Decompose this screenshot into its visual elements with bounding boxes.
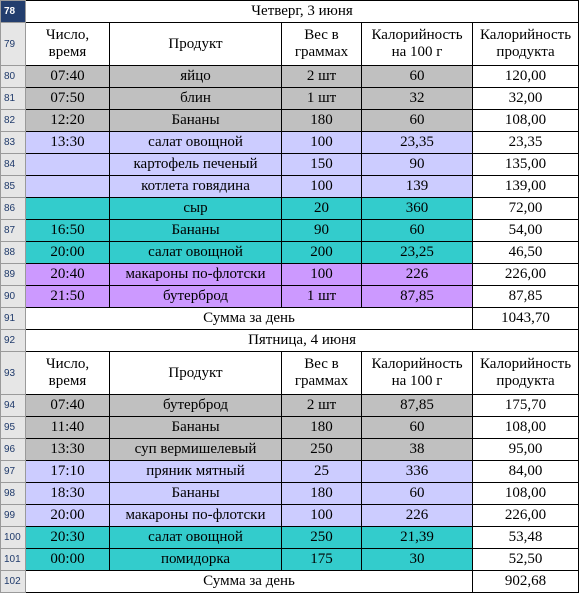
day-total-value-cell[interactable]: 1043,70 bbox=[473, 308, 579, 330]
calprod-cell[interactable]: 108,00 bbox=[473, 417, 579, 439]
weight-cell[interactable]: 2 шт bbox=[282, 66, 362, 88]
header-calprod-line2: продукта bbox=[496, 373, 555, 389]
row-number[interactable]: 81 bbox=[1, 88, 26, 110]
weight-cell[interactable]: 180 bbox=[282, 417, 362, 439]
day-title-cell[interactable]: Пятница, 4 июня bbox=[26, 330, 579, 352]
row-number[interactable]: 82 bbox=[1, 110, 26, 132]
calprod-cell[interactable]: 108,00 bbox=[473, 110, 579, 132]
food-row bbox=[1, 461, 579, 483]
weight-cell[interactable]: 100 bbox=[282, 132, 362, 154]
time-cell[interactable]: 07:40 bbox=[26, 395, 110, 417]
cal100-cell[interactable]: 32 bbox=[362, 88, 473, 110]
product-cell[interactable]: помидорка bbox=[110, 549, 282, 571]
row-number[interactable]: 92 bbox=[1, 330, 26, 352]
time-cell[interactable]: 21:50 bbox=[26, 286, 110, 308]
row-number[interactable]: 85 bbox=[1, 176, 26, 198]
food-row bbox=[1, 198, 579, 220]
food-row bbox=[1, 483, 579, 505]
cal100-cell[interactable]: 226 bbox=[362, 505, 473, 527]
time-cell[interactable]: 20:40 bbox=[26, 264, 110, 286]
time-cell[interactable]: 17:10 bbox=[26, 461, 110, 483]
cal100-cell[interactable]: 23,25 bbox=[362, 242, 473, 264]
food-row bbox=[1, 286, 579, 308]
header-product-cell[interactable]: Продукт bbox=[110, 352, 282, 395]
row-number[interactable]: 98 bbox=[1, 483, 26, 505]
food-row bbox=[1, 220, 579, 242]
calprod-cell[interactable]: 72,00 bbox=[473, 198, 579, 220]
day-total-label-cell[interactable]: Сумма за день bbox=[26, 308, 473, 330]
cal100-cell[interactable]: 60 bbox=[362, 220, 473, 242]
weight-cell[interactable]: 25 bbox=[282, 461, 362, 483]
product-cell[interactable]: Бананы bbox=[110, 417, 282, 439]
spreadsheet-body bbox=[1, 1, 579, 593]
product-cell[interactable]: салат овощной bbox=[110, 242, 282, 264]
product-cell[interactable]: салат овощной bbox=[110, 527, 282, 549]
product-cell[interactable]: сыр bbox=[110, 198, 282, 220]
product-cell[interactable]: бутерброд bbox=[110, 395, 282, 417]
time-cell[interactable]: 18:30 bbox=[26, 483, 110, 505]
row-number[interactable]: 97 bbox=[1, 461, 26, 483]
header-cal100-line1: Калорийность bbox=[371, 27, 463, 43]
header-time-line1: Число, bbox=[45, 356, 90, 372]
food-row bbox=[1, 549, 579, 571]
cal100-cell[interactable]: 87,85 bbox=[362, 395, 473, 417]
header-calprod-line1: Калорийность bbox=[479, 27, 572, 43]
row-number[interactable]: 90 bbox=[1, 286, 26, 308]
header-weight-line1: Вес в bbox=[304, 27, 339, 43]
day-total-row bbox=[1, 571, 579, 593]
header-weight-cell[interactable] bbox=[282, 23, 362, 66]
food-row bbox=[1, 66, 579, 88]
header-cal100-line1: Калорийность bbox=[371, 356, 463, 372]
weight-cell[interactable]: 250 bbox=[282, 527, 362, 549]
weight-cell[interactable]: 250 bbox=[282, 439, 362, 461]
weight-cell[interactable]: 100 bbox=[282, 264, 362, 286]
calprod-cell[interactable]: 32,00 bbox=[473, 88, 579, 110]
row-number[interactable]: 99 bbox=[1, 505, 26, 527]
food-row bbox=[1, 242, 579, 264]
column-header-row bbox=[1, 352, 579, 395]
cal100-cell[interactable]: 60 bbox=[362, 66, 473, 88]
food-row bbox=[1, 439, 579, 461]
calprod-cell[interactable]: 175,70 bbox=[473, 395, 579, 417]
header-calprod-line1: Калорийность bbox=[479, 356, 572, 372]
product-cell[interactable]: салат овощной bbox=[110, 132, 282, 154]
header-time-line1: Число, bbox=[45, 27, 90, 43]
food-row bbox=[1, 505, 579, 527]
food-row bbox=[1, 110, 579, 132]
header-time-cell[interactable] bbox=[26, 23, 110, 66]
calprod-cell[interactable]: 54,00 bbox=[473, 220, 579, 242]
header-calprod-cell[interactable] bbox=[473, 23, 579, 66]
cal100-cell[interactable]: 38 bbox=[362, 439, 473, 461]
row-number[interactable]: 100 bbox=[1, 527, 26, 549]
header-calprod-line2: продукта bbox=[496, 44, 555, 60]
time-cell[interactable]: 12:20 bbox=[26, 110, 110, 132]
product-cell[interactable]: картофель печеный bbox=[110, 154, 282, 176]
calprod-cell[interactable]: 120,00 bbox=[473, 66, 579, 88]
day-title-cell[interactable]: Четверг, 3 июня bbox=[26, 1, 579, 23]
header-time-line2: время bbox=[48, 44, 87, 60]
weight-cell[interactable]: 200 bbox=[282, 242, 362, 264]
weight-cell[interactable]: 150 bbox=[282, 154, 362, 176]
weight-cell[interactable]: 1 шт bbox=[282, 88, 362, 110]
cal100-cell[interactable]: 23,35 bbox=[362, 132, 473, 154]
header-product-cell[interactable]: Продукт bbox=[110, 23, 282, 66]
calprod-cell[interactable]: 139,00 bbox=[473, 176, 579, 198]
time-cell[interactable]: 20:30 bbox=[26, 527, 110, 549]
time-cell[interactable]: 20:00 bbox=[26, 242, 110, 264]
product-cell[interactable]: суп вермишелевый bbox=[110, 439, 282, 461]
row-number[interactable]: 84 bbox=[1, 154, 26, 176]
calprod-cell[interactable]: 53,48 bbox=[473, 527, 579, 549]
calprod-cell[interactable]: 87,85 bbox=[473, 286, 579, 308]
day-total-label-cell[interactable]: Сумма за день bbox=[26, 571, 473, 593]
food-row bbox=[1, 132, 579, 154]
weight-cell[interactable]: 100 bbox=[282, 176, 362, 198]
cal100-cell[interactable]: 226 bbox=[362, 264, 473, 286]
cal100-cell[interactable]: 87,85 bbox=[362, 286, 473, 308]
time-cell[interactable]: 00:00 bbox=[26, 549, 110, 571]
food-row bbox=[1, 395, 579, 417]
food-row bbox=[1, 88, 579, 110]
header-cal100-line2: на 100 г bbox=[391, 373, 443, 389]
header-cal100-cell[interactable] bbox=[362, 352, 473, 395]
calprod-cell[interactable]: 226,00 bbox=[473, 505, 579, 527]
time-cell[interactable]: 20:00 bbox=[26, 505, 110, 527]
row-number[interactable]: 102 bbox=[1, 571, 26, 593]
row-number[interactable]: 86 bbox=[1, 198, 26, 220]
weight-cell[interactable]: 175 bbox=[282, 549, 362, 571]
cal100-cell[interactable]: 90 bbox=[362, 154, 473, 176]
header-time-cell[interactable] bbox=[26, 352, 110, 395]
row-number[interactable]: 96 bbox=[1, 439, 26, 461]
product-cell[interactable]: макароны по-флотски bbox=[110, 264, 282, 286]
food-row bbox=[1, 527, 579, 549]
cal100-cell[interactable]: 30 bbox=[362, 549, 473, 571]
row-number[interactable]: 87 bbox=[1, 220, 26, 242]
column-header-row bbox=[1, 23, 579, 66]
food-row bbox=[1, 176, 579, 198]
header-cal100-line2: на 100 г bbox=[391, 44, 443, 60]
weight-cell[interactable]: 100 bbox=[282, 505, 362, 527]
product-cell[interactable]: Бананы bbox=[110, 220, 282, 242]
row-number[interactable]: 101 bbox=[1, 549, 26, 571]
row-number[interactable]: 93 bbox=[1, 352, 26, 395]
row-number[interactable]: 94 bbox=[1, 395, 26, 417]
calprod-cell[interactable]: 135,00 bbox=[473, 154, 579, 176]
time-cell[interactable]: 13:30 bbox=[26, 439, 110, 461]
cal100-cell[interactable]: 139 bbox=[362, 176, 473, 198]
product-cell[interactable]: Бананы bbox=[110, 110, 282, 132]
row-number[interactable]: 80 bbox=[1, 66, 26, 88]
calprod-cell[interactable]: 95,00 bbox=[473, 439, 579, 461]
header-time-line2: время bbox=[48, 373, 87, 389]
cal100-cell[interactable]: 336 bbox=[362, 461, 473, 483]
cal100-cell[interactable]: 60 bbox=[362, 110, 473, 132]
header-weight-line1: Вес в bbox=[304, 356, 339, 372]
cal100-cell[interactable]: 360 bbox=[362, 198, 473, 220]
header-weight-line2: граммах bbox=[294, 44, 349, 60]
time-cell[interactable] bbox=[26, 176, 110, 198]
time-cell[interactable] bbox=[26, 154, 110, 176]
time-cell[interactable]: 11:40 bbox=[26, 417, 110, 439]
row-number[interactable]: 91 bbox=[1, 308, 26, 330]
food-row bbox=[1, 154, 579, 176]
weight-cell[interactable]: 1 шт bbox=[282, 286, 362, 308]
product-cell[interactable]: макароны по-флотски bbox=[110, 505, 282, 527]
cal100-cell[interactable]: 21,39 bbox=[362, 527, 473, 549]
weight-cell[interactable]: 2 шт bbox=[282, 395, 362, 417]
day-total-value-cell[interactable]: 902,68 bbox=[473, 571, 579, 593]
time-cell[interactable]: 07:40 bbox=[26, 66, 110, 88]
product-cell[interactable]: Бананы bbox=[110, 483, 282, 505]
header-calprod-cell[interactable] bbox=[473, 352, 579, 395]
day-title-row bbox=[1, 1, 579, 23]
time-cell[interactable]: 13:30 bbox=[26, 132, 110, 154]
header-weight-cell[interactable] bbox=[282, 352, 362, 395]
time-cell[interactable]: 16:50 bbox=[26, 220, 110, 242]
calprod-cell[interactable]: 108,00 bbox=[473, 483, 579, 505]
row-number[interactable]: 79 bbox=[1, 23, 26, 66]
row-number[interactable]: 83 bbox=[1, 132, 26, 154]
product-cell[interactable]: котлета говядина bbox=[110, 176, 282, 198]
row-number[interactable]: 95 bbox=[1, 417, 26, 439]
food-row bbox=[1, 264, 579, 286]
calprod-cell[interactable]: 84,00 bbox=[473, 461, 579, 483]
day-total-row bbox=[1, 308, 579, 330]
weight-cell[interactable]: 20 bbox=[282, 198, 362, 220]
calprod-cell[interactable]: 23,35 bbox=[473, 132, 579, 154]
weight-cell[interactable]: 90 bbox=[282, 220, 362, 242]
row-number[interactable]: 89 bbox=[1, 264, 26, 286]
calprod-cell[interactable]: 46,50 bbox=[473, 242, 579, 264]
calprod-cell[interactable]: 52,50 bbox=[473, 549, 579, 571]
food-row bbox=[1, 417, 579, 439]
product-cell[interactable]: бутерброд bbox=[110, 286, 282, 308]
weight-cell[interactable]: 180 bbox=[282, 483, 362, 505]
cal100-cell[interactable]: 60 bbox=[362, 417, 473, 439]
time-cell[interactable] bbox=[26, 198, 110, 220]
product-cell[interactable]: блин bbox=[110, 88, 282, 110]
row-number[interactable]: 78 bbox=[1, 1, 26, 23]
cal100-cell[interactable]: 60 bbox=[362, 483, 473, 505]
row-number[interactable]: 88 bbox=[1, 242, 26, 264]
product-cell[interactable]: пряник мятный bbox=[110, 461, 282, 483]
header-cal100-cell[interactable] bbox=[362, 23, 473, 66]
day-title-row bbox=[1, 330, 579, 352]
product-cell[interactable]: яйцо bbox=[110, 66, 282, 88]
calprod-cell[interactable]: 226,00 bbox=[473, 264, 579, 286]
header-weight-line2: граммах bbox=[294, 373, 349, 389]
weight-cell[interactable]: 180 bbox=[282, 110, 362, 132]
time-cell[interactable]: 07:50 bbox=[26, 88, 110, 110]
